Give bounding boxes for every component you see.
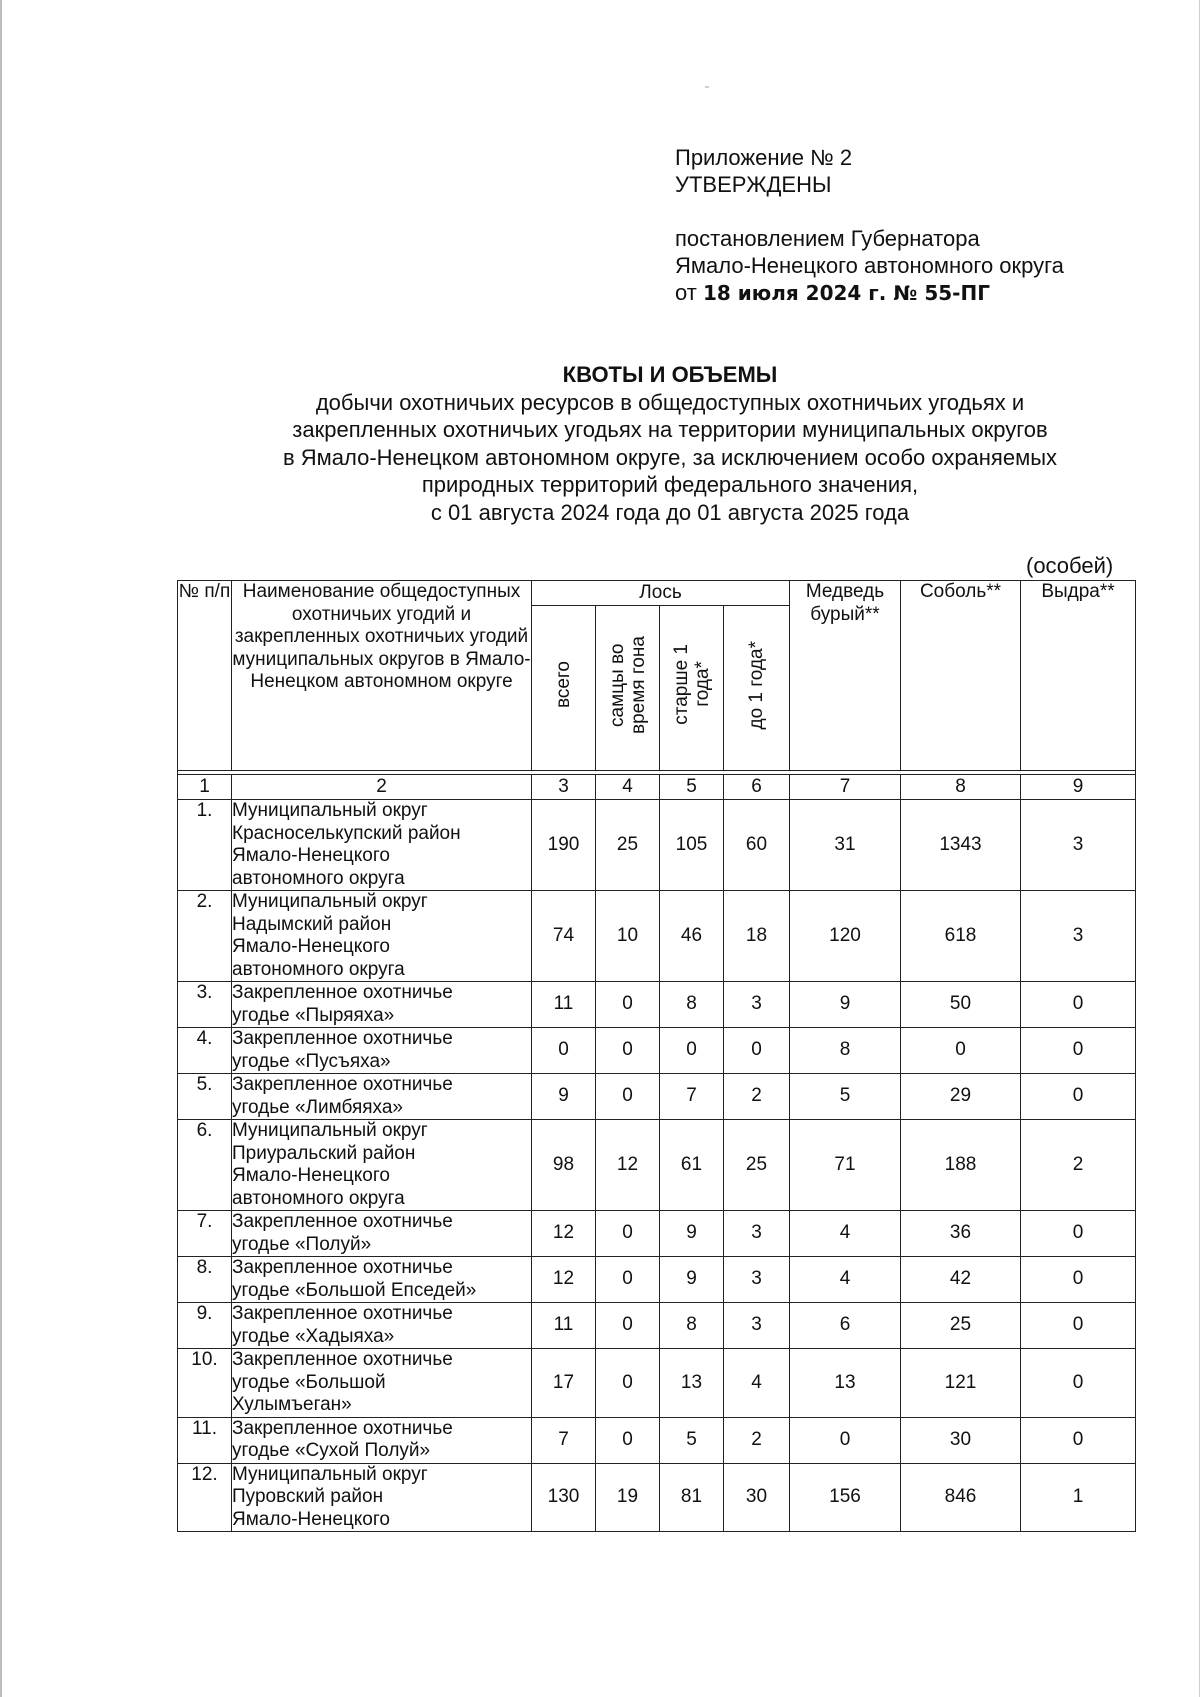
quota-value: 0: [596, 1417, 660, 1463]
quota-value: 0: [596, 1257, 660, 1303]
header-moose-older: [660, 606, 724, 771]
quota-value: 12: [596, 1120, 660, 1211]
quota-value: 8: [790, 1028, 901, 1074]
quota-value: 2: [724, 1417, 790, 1463]
quota-value: 3: [724, 1303, 790, 1349]
quota-value: 0: [1021, 1303, 1136, 1349]
subtitle-line-5: с 01 августа 2024 года до 01 августа 2025 года: [430, 499, 910, 525]
header-moose-total: [532, 606, 596, 771]
quota-value: 130: [532, 1463, 596, 1532]
quota-value: 7: [660, 1074, 724, 1120]
header-otter: Выдра**: [1021, 581, 1136, 771]
header-moose: Лось: [532, 581, 790, 606]
hunting-ground-name-line: угодье «Большой Епседей»: [232, 1279, 477, 1301]
hunting-ground-name-line: Закрепленное охотничье: [232, 1211, 453, 1232]
quota-value: 71: [790, 1120, 901, 1211]
table-row: [178, 1074, 1136, 1120]
table-row: [178, 982, 1136, 1028]
quota-value: 121: [901, 1349, 1021, 1418]
quota-value: 60: [724, 800, 790, 891]
column-number: 1: [178, 775, 232, 800]
quota-value: 13: [660, 1349, 724, 1418]
hunting-ground-name-line: Закрепленное охотничье: [232, 982, 453, 1003]
quota-value: 0: [1021, 1074, 1136, 1120]
quota-value: 3: [1021, 800, 1136, 891]
quota-value: 2: [1021, 1120, 1136, 1211]
hunting-ground-name-line: угодье «Сухой Полуй»: [232, 1440, 431, 1461]
column-number: 9: [1021, 775, 1136, 800]
hunting-ground-name-line: Ямало-Ненецкого: [232, 845, 390, 866]
quota-value: 0: [596, 982, 660, 1028]
quota-value: 4: [790, 1211, 901, 1257]
hunting-ground-name-line: Закрепленное охотничье: [232, 1303, 453, 1324]
hunting-ground-name-line: Пуровский район: [232, 1486, 384, 1507]
hunting-ground-name-line: угодье «Лимбяяха»: [232, 1096, 403, 1118]
column-number: 3: [532, 775, 596, 800]
hunting-ground-name: [232, 1211, 532, 1257]
quota-value: 17: [532, 1349, 596, 1418]
hunting-ground-name-line: Ямало-Ненецкого: [232, 1508, 390, 1530]
hunting-ground-name-line: угодье «Пусъяха»: [232, 1050, 391, 1072]
column-number: 4: [596, 775, 660, 800]
table-row: [178, 1417, 1136, 1463]
quota-value: 5: [790, 1074, 901, 1120]
quota-value: 120: [790, 891, 901, 982]
quota-value: 3: [724, 982, 790, 1028]
quota-value: 12: [532, 1257, 596, 1303]
hunting-ground-name-line: угодье «Хадыяха»: [232, 1325, 395, 1347]
quota-value: 1: [1021, 1463, 1136, 1532]
row-number: 5.: [178, 1074, 232, 1120]
hunting-ground-name-line: Надымский район: [232, 913, 392, 935]
quota-value: 0: [790, 1417, 901, 1463]
header-bear: Медведь бурый**: [790, 581, 901, 771]
quota-value: 9: [660, 1257, 724, 1303]
quota-value: 0: [1021, 1211, 1136, 1257]
table-row: [178, 1303, 1136, 1349]
header-moose-males: [596, 606, 660, 771]
hunting-ground-name-line: угодье «Пыряяха»: [232, 1004, 395, 1026]
quota-value: 6: [790, 1303, 901, 1349]
hunting-ground-name-line: Приуральский район: [232, 1142, 416, 1164]
table-row: [178, 800, 1136, 891]
hunting-ground-name: [232, 1257, 532, 1303]
header-name: Наименование общедоступных охотничьих угодий и закрепленных охотничьих угодий муниципальных округов в Ямало-Ненецком автономном округе: [232, 581, 532, 771]
quota-value: 25: [901, 1303, 1021, 1349]
quota-value: 11: [532, 982, 596, 1028]
header-moose-older-text: [671, 644, 713, 725]
document-title: КВОТЫ И ОБЪЕМЫ: [562, 362, 778, 387]
quota-value: 19: [596, 1463, 660, 1532]
decree-date-prefix: от: [675, 280, 697, 305]
row-number: 11.: [178, 1417, 232, 1463]
quota-value: 0: [1021, 1257, 1136, 1303]
header-moose-males-text: [607, 636, 649, 734]
hunting-ground-name-line: Закрепленное охотничье: [232, 1257, 453, 1278]
quota-table: [177, 580, 1136, 1532]
header-sable: Соболь**: [901, 581, 1021, 771]
header-moose-total-text: всего: [553, 661, 574, 709]
table-row: [178, 891, 1136, 982]
quota-value: 61: [660, 1120, 724, 1211]
scan-edge-left: [0, 0, 2, 1697]
quota-value: 0: [660, 1028, 724, 1074]
quota-value: 0: [532, 1028, 596, 1074]
unit-label: (особей): [1026, 553, 1114, 578]
column-number: 5: [660, 775, 724, 800]
row-number: 10.: [178, 1349, 232, 1418]
quota-value: 30: [724, 1463, 790, 1532]
quota-value: 50: [901, 982, 1021, 1028]
quota-value: 0: [901, 1028, 1021, 1074]
decree-date-line: [675, 279, 1064, 307]
hunting-ground-name-line: Закрепленное охотничье: [232, 1349, 453, 1370]
quota-value: 9: [660, 1211, 724, 1257]
quota-value: 25: [724, 1120, 790, 1211]
quota-value: 156: [790, 1463, 901, 1532]
hunting-ground-name: [232, 1417, 532, 1463]
header-no: № п/п: [178, 581, 232, 771]
hunting-ground-name-line: Ямало-Ненецкого: [232, 1165, 390, 1186]
subtitle-line-1: добычи охотничьих ресурсов в общедоступных охотничьих угодьях и: [315, 389, 1025, 415]
quota-value: 10: [596, 891, 660, 982]
hunting-ground-name-line: Муниципальный округ: [232, 1463, 428, 1485]
hunting-ground-name: [232, 982, 532, 1028]
table-row: [178, 1349, 1136, 1418]
hunting-ground-name: [232, 891, 532, 982]
quota-value: 9: [532, 1074, 596, 1120]
quota-value: 190: [532, 800, 596, 891]
quota-value: 0: [1021, 1349, 1136, 1418]
row-number: 7.: [178, 1211, 232, 1257]
row-number: 12.: [178, 1463, 232, 1532]
quota-value: 36: [901, 1211, 1021, 1257]
quota-value: 9: [790, 982, 901, 1028]
scan-speck: [705, 86, 709, 88]
header-moose-under-text: до 1 года*: [746, 640, 767, 729]
quota-value: 30: [901, 1417, 1021, 1463]
table-row: [178, 1028, 1136, 1074]
quota-value: 18: [724, 891, 790, 982]
row-number: 2.: [178, 891, 232, 982]
hunting-ground-name-line: Закрепленное охотничье: [232, 1417, 453, 1439]
quota-value: 25: [596, 800, 660, 891]
hunting-ground-name-line: автономного округа: [232, 958, 405, 980]
hunting-ground-name-line: Муниципальный округ: [232, 891, 428, 912]
quota-value: 0: [724, 1028, 790, 1074]
hunting-ground-name: [232, 1349, 532, 1418]
table-row: [178, 1463, 1136, 1532]
hunting-ground-name-line: Ямало-Ненецкого: [232, 936, 390, 957]
hunting-ground-name: [232, 1074, 532, 1120]
region-line: Ямало-Ненецкого автономного округа: [675, 253, 1064, 278]
appendix-number: Приложение № 2: [675, 145, 853, 170]
hunting-ground-name-line: автономного округа: [232, 1187, 405, 1209]
approved-label: УТВЕРЖДЕНЫ: [675, 172, 832, 197]
column-number: 2: [232, 775, 532, 800]
quota-value: 46: [660, 891, 724, 982]
quota-table-body: [178, 771, 1136, 1532]
hunting-ground-name-line: Красноселькупский район: [232, 822, 461, 844]
quota-value: 2: [724, 1074, 790, 1120]
header-moose-older-line-2: года*: [691, 661, 713, 708]
row-number: 6.: [178, 1120, 232, 1211]
quota-value: 13: [790, 1349, 901, 1418]
quota-value: 618: [901, 891, 1021, 982]
document-heading: [200, 361, 1140, 526]
quota-value: 0: [1021, 982, 1136, 1028]
quota-value: 1343: [901, 800, 1021, 891]
hunting-ground-name-line: Закрепленное охотничье: [232, 1074, 453, 1095]
row-number: 4.: [178, 1028, 232, 1074]
quota-value: 105: [660, 800, 724, 891]
quota-value: 0: [596, 1028, 660, 1074]
column-numbers-row: [178, 775, 1136, 800]
header-moose-under: [724, 606, 790, 771]
header-moose-males-line-2: время гона: [627, 635, 649, 734]
quota-value: 0: [596, 1211, 660, 1257]
subtitle-line-4: природных территорий федерального значения,: [421, 472, 919, 497]
row-number: 1.: [178, 800, 232, 891]
table-row: [178, 1211, 1136, 1257]
quota-value: 12: [532, 1211, 596, 1257]
appendix-block: [675, 144, 1064, 307]
row-number: 9.: [178, 1303, 232, 1349]
header-moose-older-line-1: старше 1: [670, 644, 692, 726]
quota-value: 7: [532, 1417, 596, 1463]
header-moose-males-line-1: самцы во: [606, 643, 628, 727]
quota-value: 0: [1021, 1417, 1136, 1463]
quota-value: 3: [724, 1211, 790, 1257]
hunting-ground-name-line: Муниципальный округ: [232, 800, 428, 821]
decree-date-value: 18 июля 2024 г. № 55-ПГ: [702, 281, 990, 305]
hunting-ground-name: [232, 1120, 532, 1211]
table-row: [178, 1257, 1136, 1303]
quota-value: 31: [790, 800, 901, 891]
quota-value: 188: [901, 1120, 1021, 1211]
hunting-ground-name: [232, 1303, 532, 1349]
hunting-ground-name-line: Хулымъеган»: [232, 1394, 352, 1415]
quota-value: 81: [660, 1463, 724, 1532]
hunting-ground-name-line: угодье «Полуй»: [232, 1233, 372, 1255]
column-number: 6: [724, 775, 790, 800]
hunting-ground-name: [232, 1028, 532, 1074]
row-number: 3.: [178, 982, 232, 1028]
quota-value: 8: [660, 982, 724, 1028]
row-number: 8.: [178, 1257, 232, 1303]
hunting-ground-name-line: Муниципальный округ: [232, 1120, 428, 1141]
quota-value: 98: [532, 1120, 596, 1211]
subtitle-line-3: в Ямало-Ненецком автономном округе, за исключением особо охраняемых: [282, 444, 1058, 470]
hunting-ground-name-line: автономного округа: [232, 867, 405, 889]
quota-value: 5: [660, 1417, 724, 1463]
column-number: 7: [790, 775, 901, 800]
quota-value: 8: [660, 1303, 724, 1349]
quota-value: 3: [724, 1257, 790, 1303]
quota-value: 4: [790, 1257, 901, 1303]
quota-value: 3: [1021, 891, 1136, 982]
hunting-ground-name: [232, 800, 532, 891]
quota-value: 846: [901, 1463, 1021, 1532]
quota-value: 0: [596, 1303, 660, 1349]
table-row: [178, 1120, 1136, 1211]
hunting-ground-name: [232, 1463, 532, 1532]
subtitle-line-2: закрепленных охотничьих угодьях на территории муниципальных округов: [292, 417, 1048, 442]
quota-value: 0: [1021, 1028, 1136, 1074]
quota-value: 11: [532, 1303, 596, 1349]
quota-value: 0: [596, 1349, 660, 1418]
appendix-gap: [675, 198, 1064, 225]
quota-value: 0: [596, 1074, 660, 1120]
quota-value: 42: [901, 1257, 1021, 1303]
hunting-ground-name-line: угодье «Большой: [232, 1371, 386, 1393]
quota-value: 74: [532, 891, 596, 982]
quota-value: 4: [724, 1349, 790, 1418]
column-number: 8: [901, 775, 1021, 800]
hunting-ground-name-line: Закрепленное охотничье: [232, 1028, 453, 1049]
decree-line: постановлением Губернатора: [675, 226, 980, 251]
quota-value: 29: [901, 1074, 1021, 1120]
